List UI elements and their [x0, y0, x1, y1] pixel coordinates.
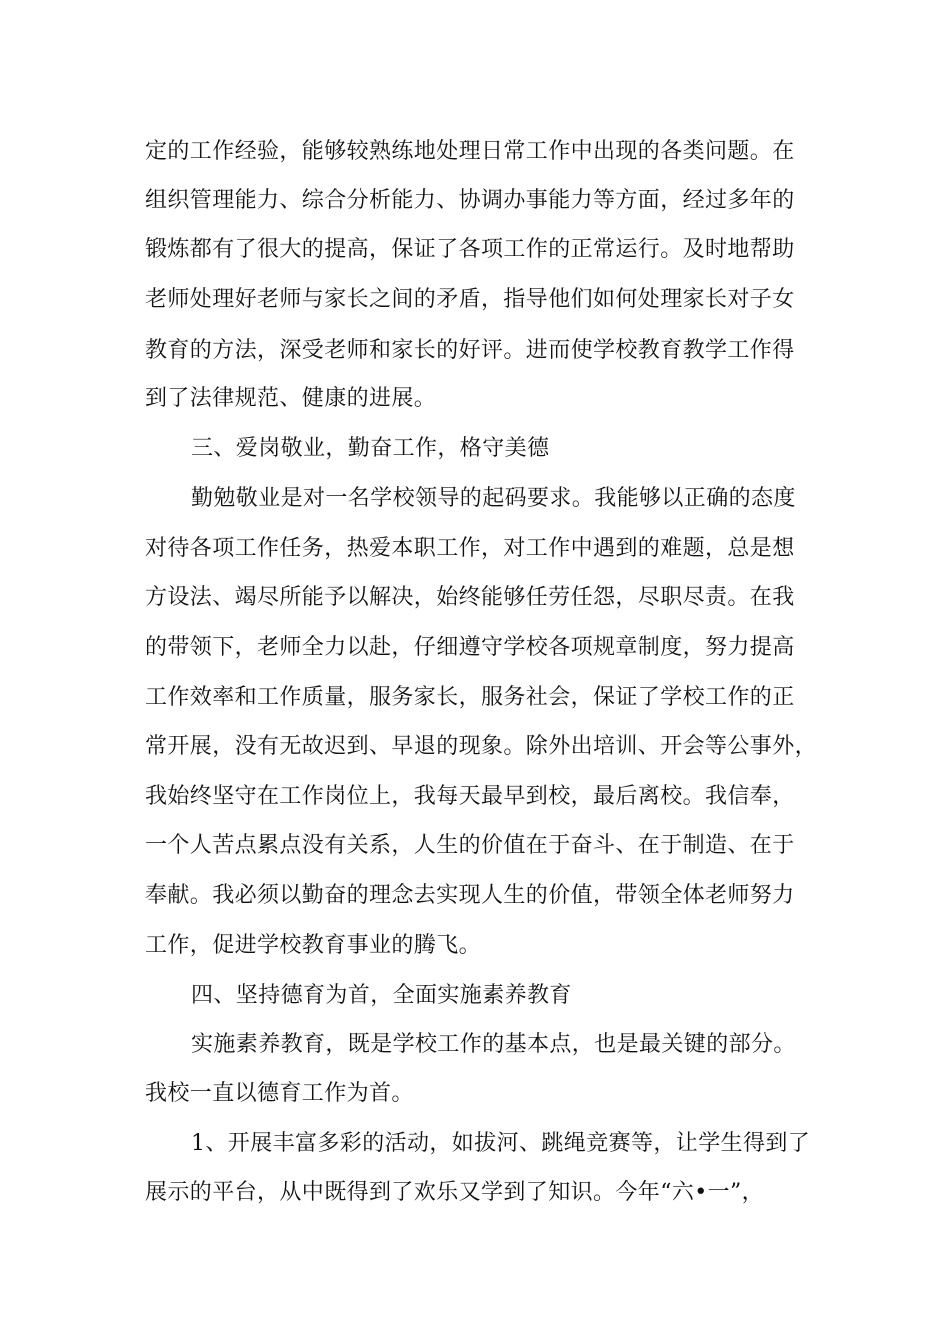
- text-line: 对待各项工作任务，热爱本职工作，对工作中遇到的难题，总是想: [145, 536, 795, 561]
- text-line: 我校一直以德育工作为首。: [145, 1081, 414, 1106]
- text-line: 锻炼都有了很大的提高，保证了各项工作的正常运行。及时地帮助: [145, 237, 795, 262]
- text-line: 组织管理能力、综合分析能力、协调办事能力等方面，经过多年的: [145, 188, 795, 213]
- text-line: 定的工作经验，能够较熟练地处理日常工作中出现的各类问题。在: [145, 139, 795, 164]
- text-line: 工作，促进学校教育事业的腾飞。: [145, 933, 482, 958]
- text-line: 工作效率和工作质量，服务家长，服务社会，保证了学校工作的正: [145, 685, 795, 710]
- text-line: 实施素养教育，既是学校工作的基本点，也是最关键的部分。: [191, 1032, 796, 1057]
- text-line: 勤勉敬业是对一名学校领导的起码要求。我能够以正确的态度: [191, 486, 796, 511]
- text-line: 我始终坚守在工作岗位上，我每天最早到校，最后离校。我信奉，: [145, 784, 795, 809]
- text-line: 1、开展丰富多彩的活动，如拔河、跳绳竞赛等，让学生得到了: [191, 1131, 811, 1156]
- text-line: 教育的方法，深受老师和家长的好评。进而使学校教育教学工作得: [145, 338, 795, 363]
- text-line: 常开展，没有无故迟到、早退的现象。除外出培训、开会等公事外，: [145, 734, 818, 759]
- section-heading: 四、坚持德育为首，全面实施素养教育: [191, 983, 572, 1008]
- text-line: 一个人苦点累点没有关系，人生的价值在于奋斗、在于制造、在于: [145, 833, 795, 858]
- text-line: 奉献。我必须以勤奋的理念去实现人生的价值，带领全体老师努力: [145, 883, 795, 908]
- text-line: 方设法、竭尽所能予以解决，始终能够任劳任怨，尽职尽责。在我: [145, 585, 795, 610]
- text-line: 的带领下，老师全力以赴，仔细遵守学校各项规章制度，努力提高: [145, 635, 795, 660]
- text-line: 到了法律规范、健康的进展。: [145, 386, 437, 411]
- section-heading: 三、爱岗敬业，勤奋工作，格守美德: [191, 436, 550, 461]
- text-line: 展示的平台，从中既得到了欢乐又学到了知识。今年“六•一”，: [145, 1180, 765, 1205]
- text-line: 老师处理好老师与家长之间的矛盾，指导他们如何处理家长对子女: [145, 287, 795, 312]
